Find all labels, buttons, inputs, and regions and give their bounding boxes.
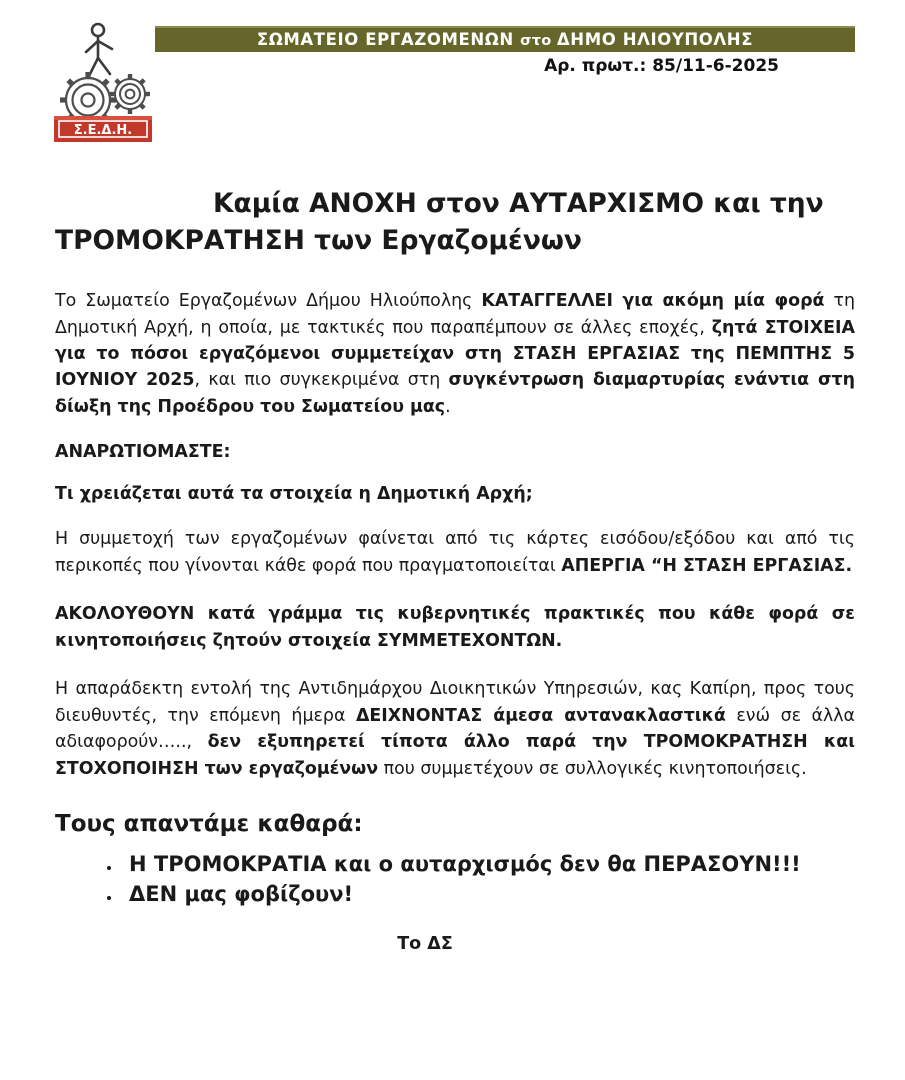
header-banner-text xyxy=(256,29,754,49)
p1-bold-2: ζητά ΣΤΟΙΧΕΙΑ για το πόσοι εργαζόμενοι συμμετείχαν στη ΣΤΑΣΗ ΕΡΓΑΣΙΑΣ της ΠΕΜΠΤΗΣ 5 ΙΟΥΝΙΟΥ 2025 xyxy=(55,317,855,391)
banner-part-main: ΣΩΜΑΤΕΙΟ ΕΡΓΑΖΟΜΕΝΩΝ xyxy=(256,29,521,49)
answer-heading: Τους απαντάμε καθαρά: xyxy=(55,811,363,838)
p1-segment-1: Το Σωματείο Εργαζομένων Δήμου Ηλιούπολης xyxy=(55,291,482,312)
list-item: Η ΤΡΟΜΟΚΡΑΤΙΑ και ο αυταρχισμός δεν θα ΠΕΡΑΣΟΥΝ!!! xyxy=(103,851,855,879)
page-title-line-1: Καμία ΑΝΟΧΗ στον ΑΥΤΑΡΧΙΣΜΟ και την xyxy=(213,188,824,219)
protocol-number: Αρ. πρωτ.: 85/11-6-2025 xyxy=(544,56,779,76)
paragraph-participation xyxy=(55,526,855,579)
page-title xyxy=(55,186,855,259)
page-title-line-2: ΤΡΟΜΟΚΡΑΤΗΣΗ των Εργαζομένων xyxy=(55,224,582,256)
p4-segment-2: ενώ σε άλλα αδιαφορούν….., xyxy=(55,705,856,753)
list-item: ΔΕΝ μας φοβίζουν! xyxy=(103,881,855,909)
paragraph-unacceptable-order xyxy=(55,676,855,782)
header-banner xyxy=(155,26,855,52)
logo-acronym-text: Σ.Ε.Δ.Η. xyxy=(73,123,133,138)
p1-bold-1: ΚΑΤΑΓΓΕΛΛΕΙ για ακόμη μία φορά xyxy=(481,291,825,312)
answer-list xyxy=(55,851,855,908)
paragraph-government-practices xyxy=(55,601,855,654)
p2-segment-1: Η συμμετοχή των εργαζομένων φαίνεται από τις κάρτες εισόδου/εξόδου και από τις περικοπές που γίνονται κάθε φορά που πραγματοποιείται xyxy=(55,529,855,576)
paragraph-denunciation xyxy=(55,288,855,420)
banner-part-main2: ΔΗΜΟ ΗΛΙΟΥΠΟΛΗΣ xyxy=(556,29,754,49)
p1-segment-2: τη Δημοτική Αρχή, η οποία, με τακτικές που παραπέμπουν σε άλλες εποχές, xyxy=(55,291,855,338)
p1-segment-3: , και πιο συγκεκριμένα στη xyxy=(194,370,449,391)
question-line: Τι χρειάζεται αυτά τα στοιχεία η Δημοτική Αρχή; xyxy=(55,484,533,505)
signature-block: Το ΔΣ xyxy=(397,934,453,955)
document-header xyxy=(0,0,905,160)
union-logo xyxy=(48,16,168,146)
p1-segment-4: . xyxy=(445,396,451,417)
wondering-heading: ΑΝΑΡΩΤΙΟΜΑΣΤΕ: xyxy=(55,442,231,463)
p4-bold-2: δεν εξυπηρετεί τίποτα άλλο παρά την ΤΡΟΜΟΚΡΑΤΗΣΗ και ΣΤΟΧΟΠΟΙΗΣΗ των εργαζομένων xyxy=(55,732,855,779)
banner-part-small: στο xyxy=(520,32,557,49)
p3-bold: ΑΚΟΛΟΥΘΟΥΝ κατά γράμμα τις κυβερνητικές πρακτικές που κάθε φορά σε κινητοποιήσεις ζητούν στοιχεία ΣΥΜΜΕΤΕΧΟΝΤΩΝ. xyxy=(55,604,855,651)
p4-bold-1: ΔΕΙΧΝΟΝΤΑΣ άμεσα αντανακλαστικά xyxy=(355,705,726,726)
p4-segment-3: που συμμετέχουν σε συλλογικές κινητοποιήσεις. xyxy=(378,758,807,779)
p1-bold-3: συγκέντρωση διαμαρτυρίας ενάντια στη δίωξη της Προέδρου του Σωματείου μας xyxy=(55,370,855,417)
document-body xyxy=(0,186,905,954)
p4-segment-1: Η απαράδεκτη εντολή της Αντιδημάρχου Διοικητικών Υπηρεσιών, κας Καπίρη, προς τους διευθυντές, την επόμενη ήμερα xyxy=(55,679,855,726)
p2-bold-1: ΑΠΕΡΓΙΑ “Η ΣΤΑΣΗ ΕΡΓΑΣΙΑΣ. xyxy=(561,555,853,576)
